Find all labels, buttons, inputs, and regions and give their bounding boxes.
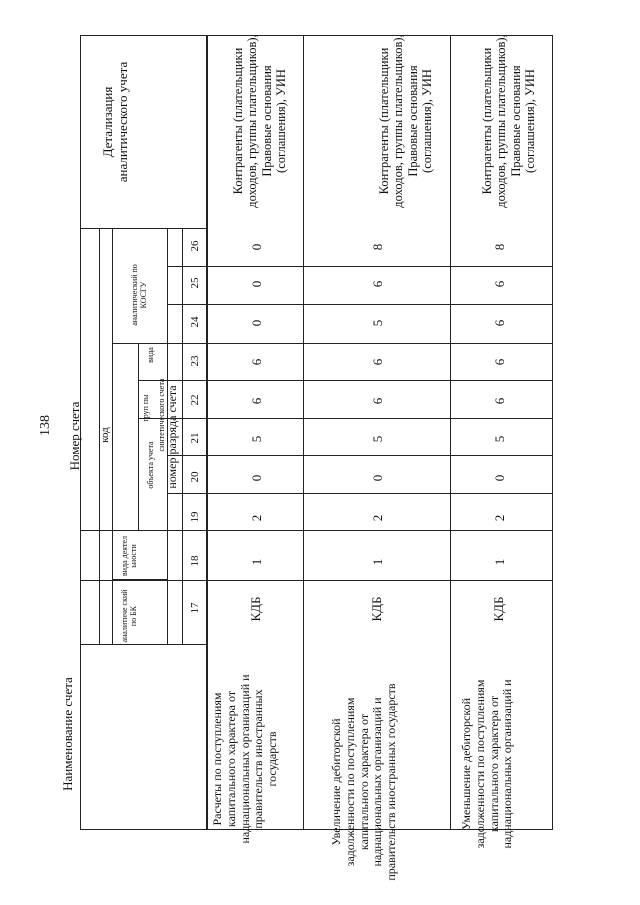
row-3-v21: 5 (492, 435, 507, 443)
hline-2 (80, 530, 553, 531)
page-number: 138 (38, 415, 53, 436)
header-synthetic-label: синтетического счета (157, 378, 166, 452)
row-1-name: Расчеты по поступлениям капитального характера от наднациональных организаций и правительств иностранных государств (210, 674, 280, 844)
header-account-number-label: Номер счета (67, 401, 82, 471)
row-2-v25: 6 (370, 280, 385, 288)
header-code-label: код (99, 427, 111, 443)
row-2-v21: 5 (370, 435, 385, 443)
row-1-v22: 6 (249, 397, 264, 405)
row-3-v25: 6 (492, 280, 507, 288)
digit-18: 18 (189, 555, 201, 567)
row-1-v25: 0 (249, 280, 264, 288)
row-3-v18: 1 (492, 558, 507, 566)
row-1-v23: 6 (249, 358, 264, 366)
hline-5 (138, 418, 553, 419)
digit-25: 25 (189, 277, 201, 289)
digit-23: 23 (189, 355, 201, 367)
header-group-label: груп пы (141, 394, 150, 422)
row-3-v20: 0 (492, 474, 507, 482)
row-1-v18: 1 (249, 558, 264, 566)
hline-1 (80, 580, 553, 581)
digit-26: 26 (189, 240, 201, 252)
row-2-v22: 6 (370, 397, 385, 405)
row-3-v22: 6 (492, 397, 507, 405)
header-activity-type-label: вида деятел ьности (120, 535, 139, 577)
header-detail-label: Детализация аналитического учета (100, 61, 130, 183)
row-1-detail: Контрагенты (плательщики доходов, группы плательщиков), Правовые основания (соглашения), УИН (231, 34, 289, 208)
row-2-detail: Контрагенты (плательщики доходов, группы плательщиков), Правовые основания (соглашения), УИН (377, 34, 435, 208)
row-2-v23: 6 (370, 358, 385, 366)
hline-4 (167, 455, 553, 456)
row-3-v17: КДБ (491, 596, 506, 622)
hline-8 (167, 304, 553, 305)
digit-24: 24 (189, 316, 201, 328)
hline-3 (167, 493, 553, 494)
digit-22: 22 (189, 394, 201, 406)
row-1-v21: 5 (249, 435, 264, 443)
header-name-label: Наименование счета (60, 677, 75, 791)
header-digit-number-label: номер разряда счета (165, 385, 179, 489)
row-1-v24: 0 (249, 319, 264, 327)
header-analytic-bk-label: аналитиче ский по БК (120, 589, 139, 643)
digit-17: 17 (189, 602, 201, 614)
row-1-v17: КДБ (248, 596, 263, 622)
row-3-v19: 2 (492, 514, 507, 522)
row-3-v23: 6 (492, 358, 507, 366)
row-2-v26: 8 (370, 243, 385, 251)
row-3-name: Уменьшение дебиторской задолженности по поступлениям капитального характера от наднациональных организаций и (459, 679, 515, 849)
row-3-detail: Контрагенты (плательщики доходов, группы плательщиков), Правовые основания (соглашения), УИН (480, 34, 538, 208)
row-2-v24: 5 (370, 319, 385, 327)
digit-21: 21 (189, 432, 201, 444)
digit-19: 19 (189, 511, 201, 523)
hline-6 (138, 380, 553, 381)
row-2-v17: КДБ (369, 596, 384, 622)
row-2-v19: 2 (370, 514, 385, 522)
hline-7 (112, 343, 553, 344)
row-2-v18: 1 (370, 558, 385, 566)
row-1-v19: 2 (249, 514, 264, 522)
row-1-v26: 0 (249, 243, 264, 251)
divider-4 (182, 228, 183, 645)
digit-20: 20 (189, 471, 201, 483)
header-kind-label: вида (146, 347, 155, 363)
hline-9 (167, 266, 553, 267)
header-object-label: объекта учета (146, 441, 155, 489)
header-kosgu-label: аналитический по КОСГУ (130, 264, 149, 326)
row-3-v24: 6 (492, 319, 507, 327)
row-3-v26: 8 (492, 243, 507, 251)
row-2-name: Увеличение дебиторской задолженности по поступлениям капитального характера от наднациональных организаций и правительств иностранных государств (329, 683, 399, 881)
row-2-v20: 0 (370, 474, 385, 482)
row-1-v20: 0 (249, 474, 264, 482)
